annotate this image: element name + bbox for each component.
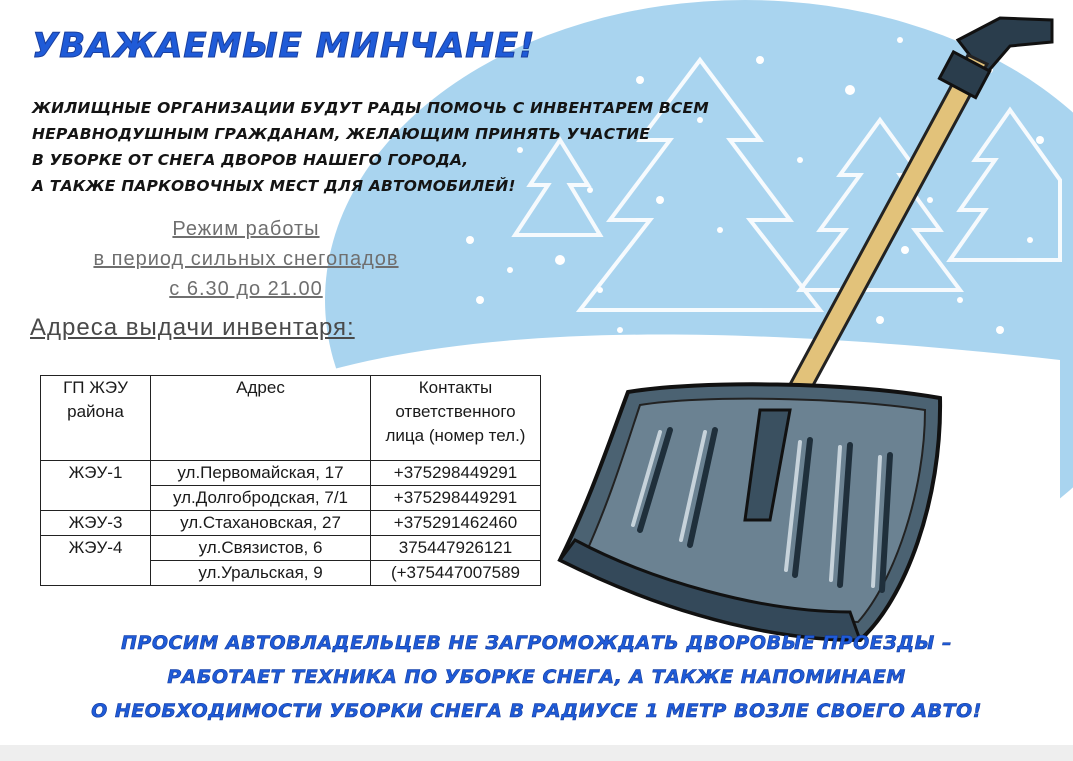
cell-address: ул.Долгобродская, 7/1 — [151, 486, 371, 511]
intro-line: ЖИЛИЩНЫЕ ОРГАНИЗАЦИИ БУДУТ РАДЫ ПОМОЧЬ С ИНВЕНТАРЕМ ВСЕМ — [32, 99, 709, 117]
cell-address: ул.Стахановская, 27 — [151, 511, 371, 536]
cell-address: ул.Первомайская, 17 — [151, 461, 371, 486]
cell-phone: 375447926121 — [371, 536, 541, 561]
cell-zheu: ЖЭУ-3 — [41, 511, 151, 536]
header-address: Адрес — [151, 376, 371, 461]
intro-line: НЕРАВНОДУШНЫМ ГРАЖДАНАМ, ЖЕЛАЮЩИМ ПРИНЯТЬ УЧАСТИЕ — [32, 125, 651, 143]
cell-phone: (+375447007589 — [371, 561, 541, 586]
intro-line: А ТАКЖЕ ПАРКОВОЧНЫХ МЕСТ ДЛЯ АВТОМОБИЛЕЙ! — [32, 177, 516, 195]
hours-line-1: Режим работы — [172, 218, 320, 240]
hours-line-2: в период сильных снегопадов — [93, 248, 399, 270]
table-row — [41, 536, 541, 561]
working-hours — [36, 214, 456, 304]
page-title: УВАЖАЕМЫЕ МИНЧАНЕ! — [32, 26, 536, 66]
footer-line: О НЕОБХОДИМОСТИ УБОРКИ СНЕГА В РАДИУСЕ 1 МЕТР ВОЗЛЕ СВОЕГО АВТО! — [91, 700, 982, 722]
cell-zheu: ЖЭУ-4 — [41, 536, 151, 586]
header-contacts: Контакты ответственного лица (номер тел.) — [371, 376, 541, 461]
table-header-row — [41, 376, 541, 461]
intro-text — [32, 95, 852, 199]
cell-phone: +375291462460 — [371, 511, 541, 536]
hours-line-3: с 6.30 до 21.00 — [169, 278, 323, 300]
table-row — [41, 461, 541, 486]
table-row — [41, 511, 541, 536]
cell-address: ул.Связистов, 6 — [151, 536, 371, 561]
intro-line: В УБОРКЕ ОТ СНЕГА ДВОРОВ НАШЕГО ГОРОДА, — [32, 151, 469, 169]
footer-line: ПРОСИМ АВТОВЛАДЕЛЬЦЕВ НЕ ЗАГРОМОЖДАТЬ ДВОРОВЫЕ ПРОЕЗДЫ – — [121, 632, 952, 654]
footer-line: РАБОТАЕТ ТЕХНИКА ПО УБОРКЕ СНЕГА, А ТАКЖЕ НАПОМИНАЕМ — [167, 666, 906, 688]
cell-address: ул.Уральская, 9 — [151, 561, 371, 586]
page-bottom-border — [0, 745, 1073, 761]
cell-zheu: ЖЭУ-1 — [41, 461, 151, 511]
cell-phone: +375298449291 — [371, 461, 541, 486]
addresses-table — [40, 375, 541, 586]
cell-phone: +375298449291 — [371, 486, 541, 511]
header-zheu: ГП ЖЭУ района — [41, 376, 151, 461]
addresses-heading: Адреса выдачи инвентаря: — [30, 314, 355, 341]
footer-appeal — [0, 626, 1073, 728]
